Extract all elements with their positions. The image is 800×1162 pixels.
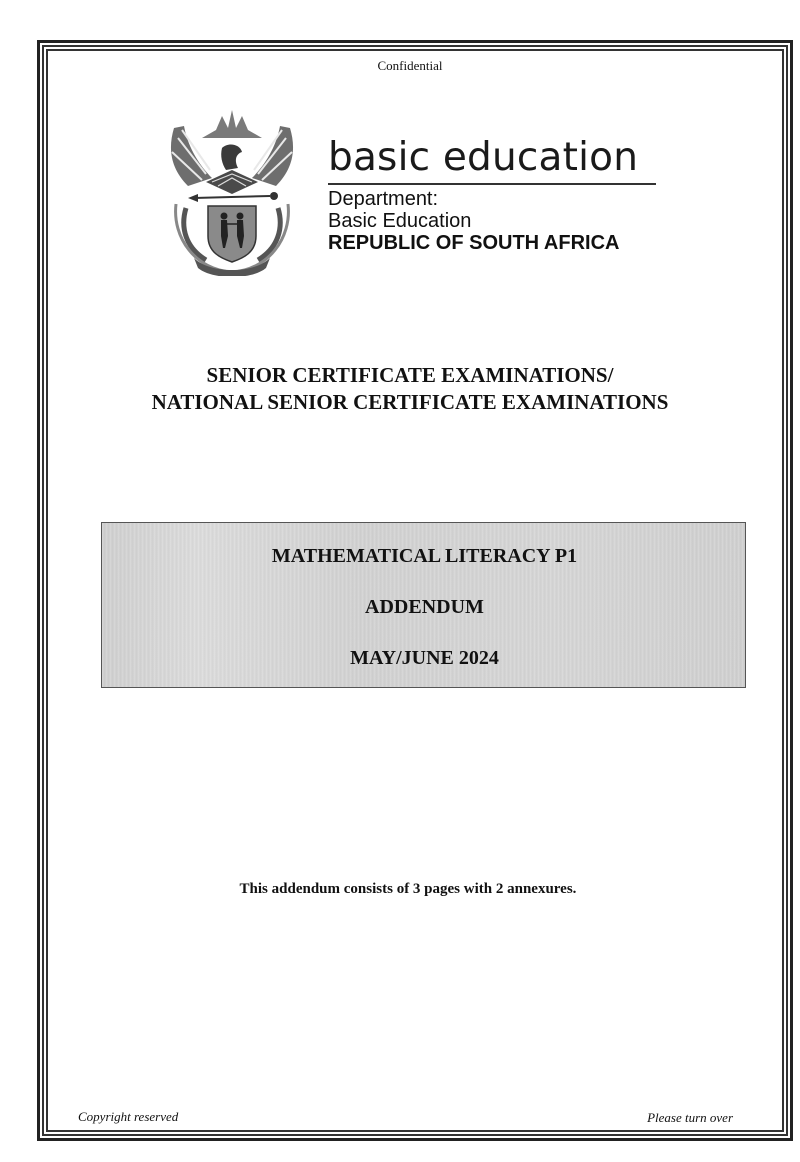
department-branding <box>328 136 656 254</box>
title-box <box>101 522 746 688</box>
coat-of-arms-icon <box>166 108 298 276</box>
exam-heading-line1: SENIOR CERTIFICATE EXAMINATIONS/ <box>206 363 614 387</box>
department-name: Basic Education <box>328 210 472 232</box>
brand-title: basic education <box>328 135 639 180</box>
exam-session: MAY/JUNE 2024 <box>350 647 499 669</box>
country-name: REPUBLIC OF SOUTH AFRICA <box>328 232 620 254</box>
document-type: ADDENDUM <box>365 596 484 618</box>
subject-title: MATHEMATICAL LITERACY P1 <box>271 545 578 567</box>
department-label: Department: <box>328 188 439 210</box>
footer-turn-over: Please turn over <box>647 1110 733 1125</box>
exam-heading <box>0 362 800 416</box>
confidential-label: Confidential <box>377 58 443 73</box>
brand-divider <box>328 183 656 185</box>
addendum-note: This addendum consists of 3 pages with 2 annexures. <box>239 881 577 897</box>
footer-copyright: Copyright reserved <box>78 1109 179 1124</box>
exam-heading-line2: NATIONAL SENIOR CERTIFICATE EXAMINATIONS <box>151 390 669 414</box>
